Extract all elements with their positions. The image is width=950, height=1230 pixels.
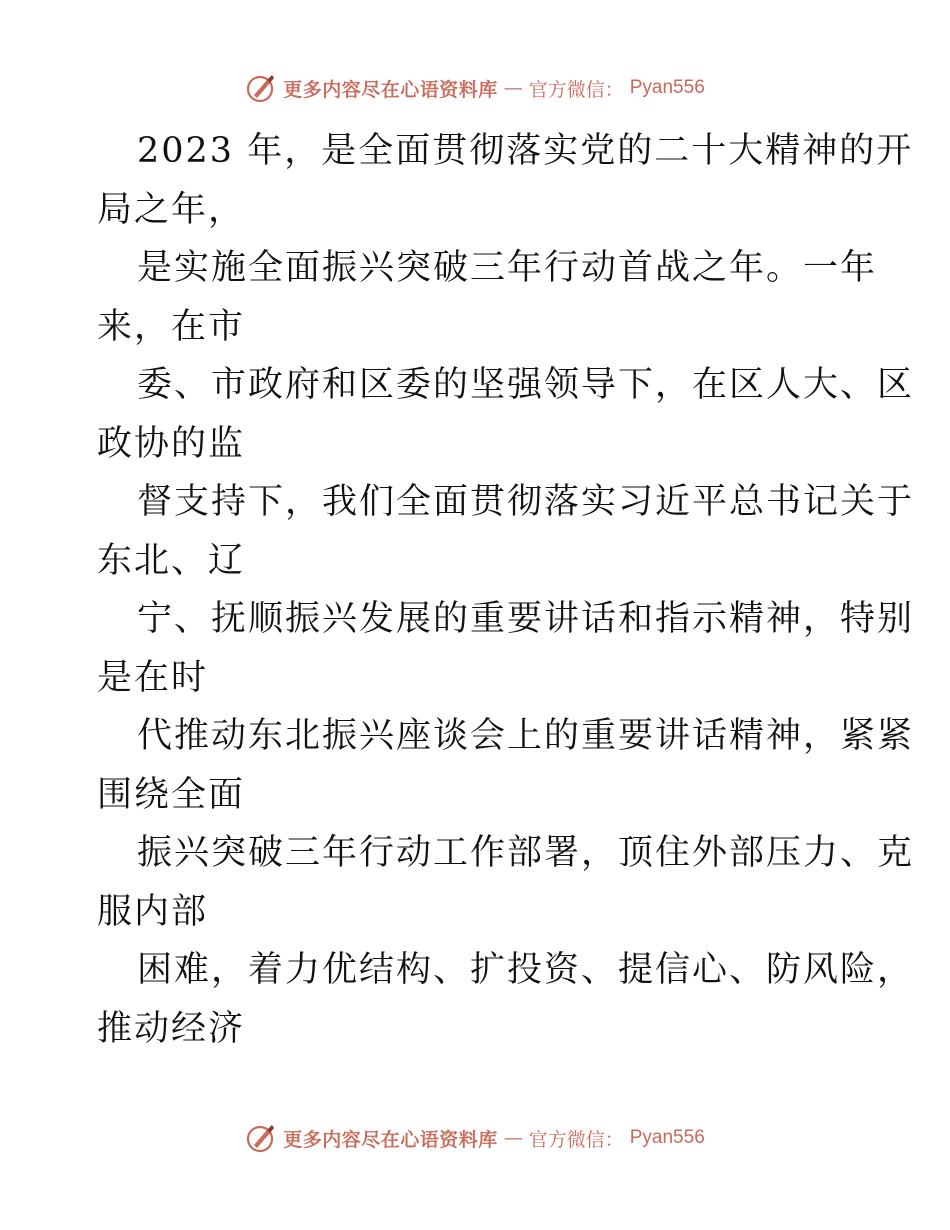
pen-logo-icon	[245, 72, 277, 104]
text-line: 宁、抚顺振兴发展的重要讲话和指示精神，特别	[137, 599, 915, 639]
text-line: 是实施全面振兴突破三年行动首战之年。一年	[137, 248, 878, 288]
text-line: 政协的监	[97, 423, 246, 464]
text-line: 2023 年，是全面贯彻落实党的二十大精神的开	[137, 131, 914, 171]
text-line: 督支持下，我们全面贯彻落实习近平总书记关于	[137, 482, 915, 522]
text-line: 东北、辽	[97, 540, 246, 581]
text-line: 推动经济	[97, 1008, 246, 1049]
text-line: 服内部	[97, 891, 209, 932]
document-body	[97, 122, 915, 1058]
watermark-id: Pyan556	[629, 77, 705, 98]
pen-logo-icon	[245, 1122, 277, 1154]
header-watermark	[0, 72, 950, 104]
text-line: 局之年，	[97, 189, 246, 230]
watermark-dash: —	[503, 1127, 523, 1149]
text-line: 困难，着力优结构、扩投资、提信心、防风险，	[137, 950, 915, 990]
watermark-main-text: 更多内容尽在心语资料库	[283, 78, 498, 101]
footer-watermark	[0, 1122, 950, 1154]
watermark-id: Pyan556	[629, 1127, 705, 1148]
watermark-main-text: 更多内容尽在心语资料库	[283, 1128, 498, 1151]
watermark-sub-text: 官方微信：	[528, 78, 624, 101]
watermark-dash: —	[503, 77, 523, 99]
text-line: 是在时	[97, 657, 209, 698]
text-line: 委、市政府和区委的坚强领导下，在区人大、区	[137, 365, 915, 405]
text-line: 围绕全面	[97, 774, 246, 815]
text-line: 代推动东北振兴座谈会上的重要讲话精神，紧紧	[137, 716, 915, 756]
text-line: 来，在市	[97, 306, 246, 347]
watermark-sub-text: 官方微信：	[528, 1128, 624, 1151]
text-line: 振兴突破三年行动工作部署，顶住外部压力、克	[137, 833, 915, 873]
